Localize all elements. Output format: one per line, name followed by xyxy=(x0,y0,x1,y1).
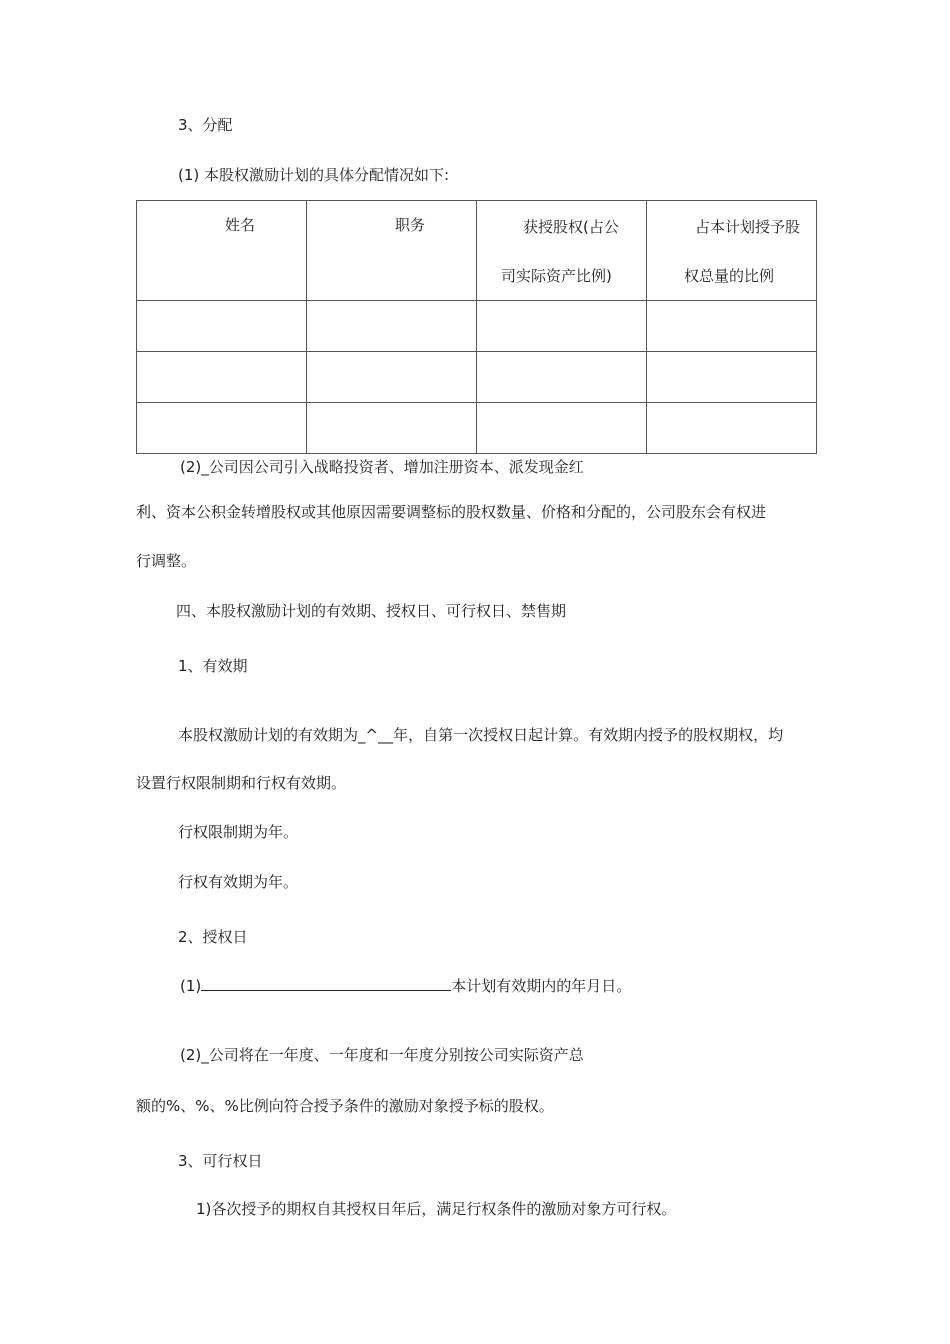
allocation-table xyxy=(136,200,817,454)
table-cell xyxy=(307,403,477,454)
table-cell xyxy=(477,301,647,352)
grant-date-item-1 xyxy=(180,976,631,996)
table-cell xyxy=(307,352,477,403)
header-position-label: 职务 xyxy=(395,216,426,234)
header-ratio-line-2: 权总量的比例 xyxy=(684,267,775,285)
table-row xyxy=(137,301,817,352)
header-granted-equity-line-2: 司实际资产比例) xyxy=(501,267,612,285)
table-cell xyxy=(477,403,647,454)
table-header-cell xyxy=(137,201,307,301)
section-4-title: 四、本股权激励计划的有效期、授权日、可行权日、禁售期 xyxy=(176,602,567,620)
table-cell xyxy=(137,403,307,454)
header-granted-equity-line-1: 获授股权(占公 xyxy=(523,218,619,236)
grant-date-title: 2、授权日 xyxy=(178,928,248,946)
table-cell xyxy=(647,403,817,454)
table-header-row xyxy=(137,201,817,301)
table-cell xyxy=(307,301,477,352)
exercise-valid-period: 行权有效期为年。 xyxy=(178,873,299,891)
grant-date-item-2-line-1: (2)_公司将在一年度、一年度和一年度分别按公司实际资产总 xyxy=(180,1046,584,1064)
table-header-cell xyxy=(647,201,817,301)
section-3-item-2-line-2: 利、资本公积金转增股权或其他原因需要调整标的股权数量、价格和分配的，公司股东会有权进 xyxy=(136,503,767,521)
table-cell xyxy=(137,301,307,352)
fill-in-blank-line xyxy=(201,976,451,991)
table-cell xyxy=(647,301,817,352)
table-header-cell xyxy=(307,201,477,301)
exercise-restriction-period: 行权限制期为年。 xyxy=(178,823,299,841)
section-3-item-2-line-3: 行调整。 xyxy=(136,552,197,570)
table-cell xyxy=(137,352,307,403)
section-3-item-1: (1) 本股权激励计划的具体分配情况如下: xyxy=(178,166,450,184)
validity-period-title: 1、有效期 xyxy=(178,657,248,675)
header-name-label: 姓名 xyxy=(225,216,256,234)
exercisable-date-item-1: 1)各次授予的期权自其授权日年后，满足行权条件的激励对象方可行权。 xyxy=(196,1200,677,1218)
table-cell xyxy=(647,352,817,403)
table-row xyxy=(137,403,817,454)
table-header-cell xyxy=(477,201,647,301)
section-3-item-2-line-1: (2)_公司因公司引入战略投资者、增加注册资本、派发现金红 xyxy=(180,458,584,476)
grant-date-item-1-suffix: 本计划有效期内的年月日。 xyxy=(451,977,632,995)
validity-paragraph-line-1: 本股权激励计划的有效期为_^__年，自第一次授权日起计算。有效期内授予的股权期权，均 xyxy=(178,726,784,744)
table-row xyxy=(137,352,817,403)
table-cell xyxy=(477,352,647,403)
grant-date-item-2-line-2: 额的%、%、%比例向符合授予条件的激励对象授予标的股权。 xyxy=(136,1097,554,1115)
grant-date-item-1-prefix: (1) xyxy=(180,977,202,995)
exercisable-date-title: 3、可行权日 xyxy=(178,1152,263,1170)
header-ratio-line-1: 占本计划授予股 xyxy=(695,218,801,236)
section-3-title: 3、分配 xyxy=(178,116,233,134)
validity-paragraph-line-2: 设置行权限制期和行权有效期。 xyxy=(136,774,347,792)
